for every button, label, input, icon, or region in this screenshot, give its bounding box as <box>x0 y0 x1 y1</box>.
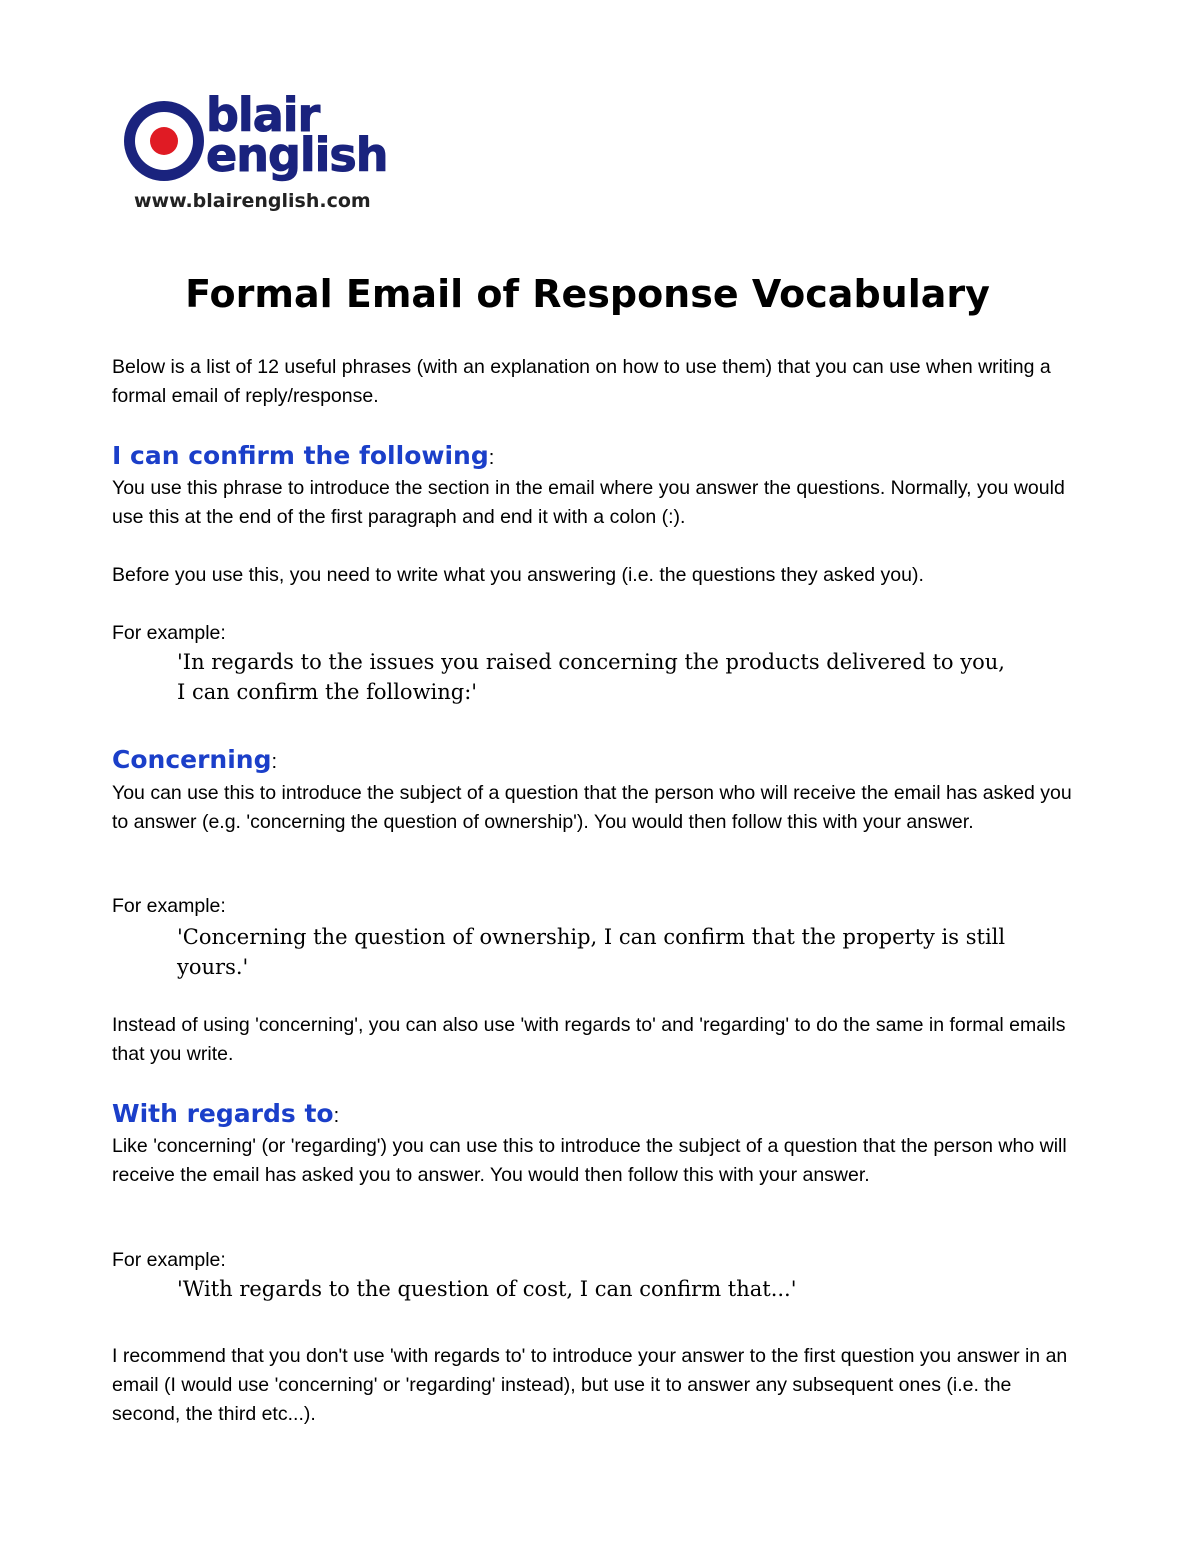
section-heading-with-regards-to <box>112 1099 339 1128</box>
logo-word-blair: blair <box>206 88 320 142</box>
heading-text: With regards to <box>112 1099 334 1128</box>
section-2-paragraph-2: Instead of using 'concerning', you can also use 'with regards to' and 'regarding' to do the same in formal emails that you write. <box>112 1014 1066 1065</box>
logo-wordmark <box>206 88 388 182</box>
roundel-target-icon <box>122 99 206 183</box>
section-3-paragraph-2: I recommend that you don't use 'with regards to' to introduce your answer to the first question you answer in an email (I would use 'concerning' or 'regarding' instead), but use it to answer any subsequent ones (i.e. the second, the third etc...). <box>112 1345 1068 1425</box>
logo-url: www.blairenglish.com <box>134 190 371 212</box>
heading-colon: : <box>488 447 495 469</box>
section-heading-confirm <box>112 441 494 470</box>
heading-text: Concerning <box>112 745 272 774</box>
heading-text: I can confirm the following <box>112 441 489 470</box>
section-2-for-example: For example: <box>112 895 226 917</box>
section-2-paragraph-1: You can use this to introduce the subject of a question that the person who will receive the email has asked you to answer (e.g. 'concerning the question of ownership'). You would then follow this with your answer. <box>112 782 1072 833</box>
section-1-paragraph-1: You use this phrase to introduce the section in the email where you answer the questions. Normally, you would use this at the end of the first paragraph and end it with a colon (:). <box>112 477 1065 528</box>
heading-colon: : <box>271 751 278 773</box>
section-1-example: 'In regards to the issues you raised concerning the products delivered to you, I can confirm the following:' <box>177 650 1005 704</box>
section-2-example: 'Concerning the question of ownership, I can confirm that the property is still yours.' <box>177 925 1006 979</box>
page-title: Formal Email of Response Vocabulary <box>185 272 990 316</box>
section-3-paragraph-1: Like 'concerning' (or 'regarding') you can use this to introduce the subject of a question that the person who will receive the email has asked you to answer. You would then follow this with your answer. <box>112 1135 1067 1186</box>
section-3-example: 'With regards to the question of cost, I can confirm that...' <box>177 1277 797 1301</box>
heading-colon: : <box>333 1105 340 1127</box>
section-3-for-example: For example: <box>112 1249 226 1271</box>
intro-paragraph: Below is a list of 12 useful phrases (with an explanation on how to use them) that you can use when writing a formal email of reply/response. <box>112 356 1051 407</box>
logo-word-english: english <box>206 128 388 182</box>
section-heading-concerning <box>112 745 277 774</box>
blair-english-logo <box>118 88 388 215</box>
section-1-paragraph-2: Before you use this, you need to write what you answering (i.e. the questions they asked you). <box>112 564 924 586</box>
section-1-for-example: For example: <box>112 622 226 644</box>
